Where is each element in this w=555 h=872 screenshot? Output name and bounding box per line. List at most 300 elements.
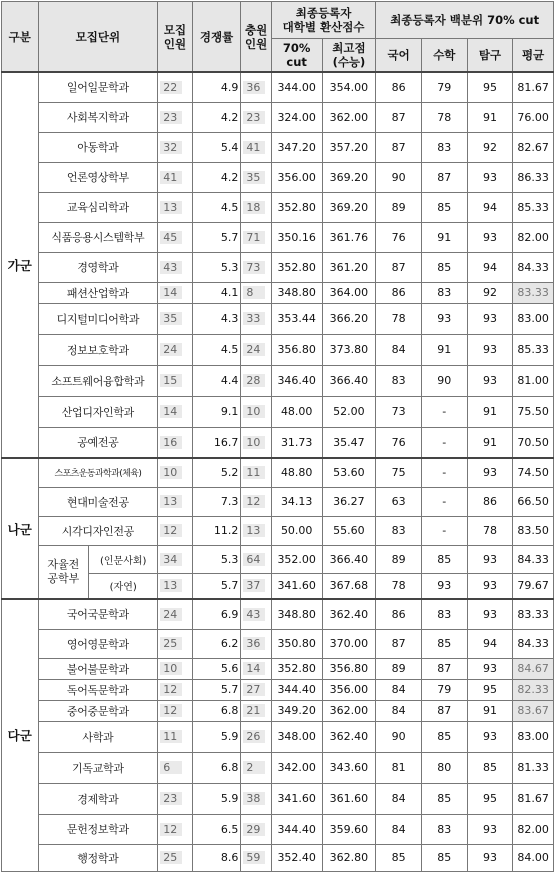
competition-cell: 8.6 <box>192 844 241 871</box>
cut70-cell: 31.73 <box>271 427 322 458</box>
quota-cell-value: 45 <box>160 231 182 244</box>
math-cell: - <box>421 458 467 487</box>
inquiry-cell: 91 <box>467 396 513 427</box>
extra-cell <box>241 162 271 192</box>
extra-cell <box>241 427 271 458</box>
korean-cell: 84 <box>376 700 422 721</box>
korean-cell: 87 <box>376 132 422 162</box>
math-cell: 83 <box>421 599 467 629</box>
quota-cell <box>158 458 192 487</box>
competition-cell: 6.2 <box>192 629 241 658</box>
max-score-cell: 359.60 <box>322 814 376 844</box>
quota-cell-value: 12 <box>160 823 182 836</box>
average-cell: 76.00 <box>513 102 554 132</box>
quota-cell-value: 24 <box>160 608 182 621</box>
extra-cell <box>241 365 271 396</box>
math-cell: 85 <box>421 783 467 814</box>
competition-cell: 6.8 <box>192 700 241 721</box>
math-cell: 91 <box>421 334 467 365</box>
quota-cell <box>158 783 192 814</box>
inquiry-cell: 95 <box>467 783 513 814</box>
cut70-cell: 352.80 <box>271 658 322 679</box>
extra-cell-value: 29 <box>243 823 265 836</box>
dept-name: 영어영문학과 <box>38 629 158 658</box>
dept-name: 소프트웨어융합학과 <box>38 365 158 396</box>
cut70-cell: 342.00 <box>271 752 322 783</box>
table-row <box>2 679 554 700</box>
extra-cell-value: 71 <box>243 231 265 244</box>
average-cell: 84.67 <box>513 658 554 679</box>
extra-cell <box>241 844 271 871</box>
extra-cell-value: 10 <box>243 436 265 449</box>
cut70-cell: 356.80 <box>271 334 322 365</box>
math-cell: 85 <box>421 192 467 222</box>
table-row <box>2 162 554 192</box>
max-score-cell: 366.40 <box>322 365 376 396</box>
table-row <box>2 222 554 252</box>
korean-cell: 85 <box>376 844 422 871</box>
competition-cell: 4.2 <box>192 162 241 192</box>
quota-cell <box>158 162 192 192</box>
header-korean: 국어 <box>376 39 422 73</box>
korean-cell: 87 <box>376 102 422 132</box>
quota-cell-value: 15 <box>160 374 182 387</box>
korean-cell: 78 <box>376 573 422 599</box>
max-score-cell: 362.80 <box>322 844 376 871</box>
inquiry-cell: 93 <box>467 162 513 192</box>
quota-cell-value: 25 <box>160 851 182 864</box>
extra-cell <box>241 303 271 334</box>
max-score-cell: 373.80 <box>322 334 376 365</box>
average-cell: 81.67 <box>513 783 554 814</box>
korean-cell: 84 <box>376 783 422 814</box>
inquiry-cell: 94 <box>467 252 513 282</box>
cut70-cell: 348.80 <box>271 282 322 303</box>
extra-cell-value: 11 <box>243 466 265 479</box>
extra-cell-value: 38 <box>243 792 265 805</box>
table-row <box>2 629 554 658</box>
extra-cell-value: 36 <box>243 81 265 94</box>
korean-cell: 86 <box>376 599 422 629</box>
dept-name: 언론영상학부 <box>38 162 158 192</box>
table-row <box>2 545 554 573</box>
cut70-cell: 48.00 <box>271 396 322 427</box>
table-row <box>2 365 554 396</box>
korean-cell: 89 <box>376 658 422 679</box>
quota-cell <box>158 700 192 721</box>
quota-cell <box>158 844 192 871</box>
table-row <box>2 752 554 783</box>
math-cell: 87 <box>421 162 467 192</box>
max-score-cell: 361.60 <box>322 783 376 814</box>
math-cell: 83 <box>421 814 467 844</box>
table-row <box>2 700 554 721</box>
quota-cell <box>158 334 192 365</box>
competition-cell: 5.7 <box>192 573 241 599</box>
extra-cell <box>241 573 271 599</box>
extra-cell <box>241 222 271 252</box>
table-row <box>2 487 554 516</box>
competition-cell: 4.2 <box>192 102 241 132</box>
table-row <box>2 814 554 844</box>
extra-cell-value: 23 <box>243 111 265 124</box>
average-cell: 82.00 <box>513 814 554 844</box>
quota-cell <box>158 222 192 252</box>
average-cell: 81.33 <box>513 752 554 783</box>
admission-results-table <box>1 1 554 872</box>
dept-name: 현대미술전공 <box>38 487 158 516</box>
max-score-cell: 362.40 <box>322 599 376 629</box>
extra-cell <box>241 516 271 545</box>
header-avg: 평균 <box>513 39 554 73</box>
table-row <box>2 658 554 679</box>
dept-sub-name: (자연) <box>89 573 158 599</box>
extra-cell <box>241 72 271 102</box>
math-cell: 93 <box>421 573 467 599</box>
math-cell: 85 <box>421 252 467 282</box>
average-cell: 85.33 <box>513 192 554 222</box>
dept-name: 아동학과 <box>38 132 158 162</box>
competition-cell: 5.3 <box>192 252 241 282</box>
cut70-cell: 352.80 <box>271 252 322 282</box>
extra-cell <box>241 282 271 303</box>
cut70-cell: 344.40 <box>271 679 322 700</box>
extra-cell-value: 8 <box>243 286 265 299</box>
average-cell: 82.67 <box>513 132 554 162</box>
quota-cell-value: 12 <box>160 704 182 717</box>
header-dept: 모집단위 <box>38 2 158 73</box>
extra-cell <box>241 679 271 700</box>
table-row <box>2 721 554 752</box>
competition-cell: 4.4 <box>192 365 241 396</box>
extra-cell-value: 35 <box>243 171 265 184</box>
table-row <box>2 458 554 487</box>
dept-name: 중어중문학과 <box>38 700 158 721</box>
quota-cell <box>158 679 192 700</box>
quota-cell <box>158 752 192 783</box>
math-cell: 85 <box>421 545 467 573</box>
table-row <box>2 427 554 458</box>
dept-sub-name: (인문사회) <box>89 545 158 573</box>
inquiry-cell: 92 <box>467 132 513 162</box>
quota-cell <box>158 396 192 427</box>
average-cell: 83.33 <box>513 282 554 303</box>
math-cell: - <box>421 396 467 427</box>
cut70-cell: 341.60 <box>271 783 322 814</box>
competition-cell: 5.7 <box>192 222 241 252</box>
max-score-cell: 366.40 <box>322 545 376 573</box>
competition-cell: 6.5 <box>192 814 241 844</box>
quota-cell-value: 25 <box>160 637 182 650</box>
cut70-cell: 348.00 <box>271 721 322 752</box>
cut70-cell: 341.60 <box>271 573 322 599</box>
korean-cell: 76 <box>376 222 422 252</box>
cut70-cell: 34.13 <box>271 487 322 516</box>
table-row <box>2 844 554 871</box>
max-score-cell: 364.00 <box>322 282 376 303</box>
inquiry-cell: 94 <box>467 629 513 658</box>
dept-name: 스포츠운동과학과(체육) <box>38 458 158 487</box>
quota-cell <box>158 599 192 629</box>
inquiry-cell: 93 <box>467 222 513 252</box>
quota-cell <box>158 365 192 396</box>
quota-cell-value: 23 <box>160 111 182 124</box>
math-cell: - <box>421 516 467 545</box>
average-cell: 82.00 <box>513 222 554 252</box>
table-row <box>2 303 554 334</box>
extra-cell-value: 13 <box>243 524 265 537</box>
cut70-cell: 350.16 <box>271 222 322 252</box>
cut70-cell: 324.00 <box>271 102 322 132</box>
cut70-cell: 347.20 <box>271 132 322 162</box>
average-cell: 75.50 <box>513 396 554 427</box>
extra-cell <box>241 487 271 516</box>
max-score-cell: 370.00 <box>322 629 376 658</box>
header-group: 구분 <box>2 2 39 73</box>
max-score-cell: 357.20 <box>322 132 376 162</box>
table-row <box>2 252 554 282</box>
competition-cell: 5.9 <box>192 721 241 752</box>
group-label: 가군 <box>2 72 39 458</box>
quota-cell-value: 34 <box>160 553 182 566</box>
inquiry-cell: 85 <box>467 752 513 783</box>
inquiry-cell: 93 <box>467 365 513 396</box>
inquiry-cell: 95 <box>467 72 513 102</box>
math-cell: 90 <box>421 365 467 396</box>
max-score-cell: 55.60 <box>322 516 376 545</box>
math-cell: 85 <box>421 629 467 658</box>
header-inquiry: 탐구 <box>467 39 513 73</box>
competition-cell: 6.9 <box>192 599 241 629</box>
korean-cell: 63 <box>376 487 422 516</box>
inquiry-cell: 86 <box>467 487 513 516</box>
average-cell: 79.67 <box>513 573 554 599</box>
math-cell: 78 <box>421 102 467 132</box>
max-score-cell: 362.00 <box>322 700 376 721</box>
korean-cell: 84 <box>376 679 422 700</box>
quota-cell <box>158 192 192 222</box>
table-body <box>2 72 554 871</box>
average-cell: 83.50 <box>513 516 554 545</box>
table-row <box>2 132 554 162</box>
quota-cell <box>158 629 192 658</box>
table-row <box>2 783 554 814</box>
average-cell: 84.33 <box>513 252 554 282</box>
max-score-cell: 362.40 <box>322 721 376 752</box>
average-cell: 83.00 <box>513 721 554 752</box>
dept-name: 공예전공 <box>38 427 158 458</box>
quota-cell-value: 13 <box>160 495 182 508</box>
average-cell: 81.67 <box>513 72 554 102</box>
competition-cell: 5.7 <box>192 679 241 700</box>
average-cell: 86.33 <box>513 162 554 192</box>
average-cell: 82.33 <box>513 679 554 700</box>
cut70-cell: 346.40 <box>271 365 322 396</box>
dept-name: 교육심리학과 <box>38 192 158 222</box>
dept-name: 국어국문학과 <box>38 599 158 629</box>
math-cell: - <box>421 427 467 458</box>
competition-cell: 4.5 <box>192 334 241 365</box>
extra-cell-value: 21 <box>243 704 265 717</box>
competition-cell: 4.9 <box>192 72 241 102</box>
extra-cell <box>241 629 271 658</box>
korean-cell: 86 <box>376 282 422 303</box>
korean-cell: 76 <box>376 427 422 458</box>
competition-cell: 6.8 <box>192 752 241 783</box>
dept-name: 시각디자인전공 <box>38 516 158 545</box>
cut70-cell: 352.00 <box>271 545 322 573</box>
math-cell: 79 <box>421 72 467 102</box>
extra-cell-value: 64 <box>243 553 265 566</box>
dept-name: 경영학과 <box>38 252 158 282</box>
quota-cell-value: 10 <box>160 466 182 479</box>
extra-cell-value: 73 <box>243 261 265 274</box>
quota-cell-value: 14 <box>160 286 182 299</box>
header-final-score: 최종등록자 대학별 환산점수 <box>271 2 375 39</box>
extra-cell-value: 26 <box>243 730 265 743</box>
quota-cell-value: 16 <box>160 436 182 449</box>
average-cell: 81.00 <box>513 365 554 396</box>
header-extra: 충원 인원 <box>241 2 271 73</box>
korean-cell: 90 <box>376 721 422 752</box>
competition-cell: 11.2 <box>192 516 241 545</box>
dept-name: 행정학과 <box>38 844 158 871</box>
quota-cell <box>158 545 192 573</box>
dept-name: 일어일문학과 <box>38 72 158 102</box>
dept-name: 문헌정보학과 <box>38 814 158 844</box>
extra-cell <box>241 599 271 629</box>
average-cell: 85.33 <box>513 334 554 365</box>
korean-cell: 90 <box>376 162 422 192</box>
extra-cell-value: 59 <box>243 851 265 864</box>
header-cut70: 70% cut <box>271 39 322 73</box>
max-score-cell: 53.60 <box>322 458 376 487</box>
competition-cell: 4.1 <box>192 282 241 303</box>
extra-cell <box>241 658 271 679</box>
inquiry-cell: 91 <box>467 700 513 721</box>
average-cell: 84.33 <box>513 629 554 658</box>
math-cell: 87 <box>421 700 467 721</box>
math-cell: 85 <box>421 721 467 752</box>
inquiry-cell: 91 <box>467 427 513 458</box>
quota-cell <box>158 516 192 545</box>
table-row <box>2 396 554 427</box>
average-cell: 66.50 <box>513 487 554 516</box>
korean-cell: 84 <box>376 814 422 844</box>
dept-name: 불어불문학과 <box>38 658 158 679</box>
max-score-cell: 356.80 <box>322 658 376 679</box>
table-row <box>2 282 554 303</box>
extra-cell-value: 10 <box>243 405 265 418</box>
header-quota: 모집 인원 <box>158 2 192 73</box>
dept-name: 산업디자인학과 <box>38 396 158 427</box>
cut70-cell: 48.80 <box>271 458 322 487</box>
cut70-cell: 344.40 <box>271 814 322 844</box>
quota-cell-value: 13 <box>160 201 182 214</box>
quota-cell-value: 13 <box>160 579 182 592</box>
competition-cell: 5.4 <box>192 132 241 162</box>
table-row <box>2 102 554 132</box>
quota-cell-value: 10 <box>160 662 182 675</box>
extra-cell <box>241 132 271 162</box>
quota-cell-value: 24 <box>160 343 182 356</box>
average-cell: 83.67 <box>513 700 554 721</box>
quota-cell-value: 12 <box>160 524 182 537</box>
competition-cell: 5.3 <box>192 545 241 573</box>
max-score-cell: 361.76 <box>322 222 376 252</box>
header-competition: 경쟁률 <box>192 2 241 73</box>
cut70-cell: 352.80 <box>271 192 322 222</box>
extra-cell <box>241 396 271 427</box>
dept-name: 독어독문학과 <box>38 679 158 700</box>
quota-cell <box>158 721 192 752</box>
extra-cell <box>241 334 271 365</box>
competition-cell: 9.1 <box>192 396 241 427</box>
extra-cell-value: 41 <box>243 141 265 154</box>
table-row <box>2 599 554 629</box>
inquiry-cell: 93 <box>467 814 513 844</box>
math-cell: 79 <box>421 679 467 700</box>
extra-cell <box>241 102 271 132</box>
extra-cell <box>241 814 271 844</box>
max-score-cell: 36.27 <box>322 487 376 516</box>
average-cell: 83.00 <box>513 303 554 334</box>
quota-cell <box>158 282 192 303</box>
korean-cell: 81 <box>376 752 422 783</box>
korean-cell: 87 <box>376 252 422 282</box>
max-score-cell: 361.20 <box>322 252 376 282</box>
korean-cell: 84 <box>376 334 422 365</box>
table-row <box>2 334 554 365</box>
competition-cell: 5.9 <box>192 783 241 814</box>
inquiry-cell: 78 <box>467 516 513 545</box>
extra-cell <box>241 752 271 783</box>
quota-cell-value: 23 <box>160 792 182 805</box>
header-math: 수학 <box>421 39 467 73</box>
math-cell: 85 <box>421 844 467 871</box>
korean-cell: 75 <box>376 458 422 487</box>
dept-name: 정보보호학과 <box>38 334 158 365</box>
extra-cell-value: 37 <box>243 579 265 592</box>
competition-cell: 4.3 <box>192 303 241 334</box>
max-score-cell: 367.68 <box>322 573 376 599</box>
max-score-cell: 343.60 <box>322 752 376 783</box>
competition-cell: 4.5 <box>192 192 241 222</box>
average-cell: 84.33 <box>513 545 554 573</box>
korean-cell: 83 <box>376 516 422 545</box>
quota-cell <box>158 427 192 458</box>
cut70-cell: 344.00 <box>271 72 322 102</box>
extra-cell-value: 28 <box>243 374 265 387</box>
math-cell: 83 <box>421 282 467 303</box>
extra-cell <box>241 700 271 721</box>
dept-name: 사학과 <box>38 721 158 752</box>
dept-split-label: 자율전 공학부 <box>38 545 89 599</box>
quota-cell <box>158 487 192 516</box>
quota-cell <box>158 573 192 599</box>
competition-cell: 16.7 <box>192 427 241 458</box>
extra-cell <box>241 721 271 752</box>
quota-cell <box>158 72 192 102</box>
dept-name: 패션산업학과 <box>38 282 158 303</box>
extra-cell-value: 14 <box>243 662 265 675</box>
max-score-cell: 354.00 <box>322 72 376 102</box>
quota-cell-value: 12 <box>160 683 182 696</box>
math-cell: 91 <box>421 222 467 252</box>
inquiry-cell: 93 <box>467 545 513 573</box>
quota-cell <box>158 252 192 282</box>
table-row <box>2 516 554 545</box>
